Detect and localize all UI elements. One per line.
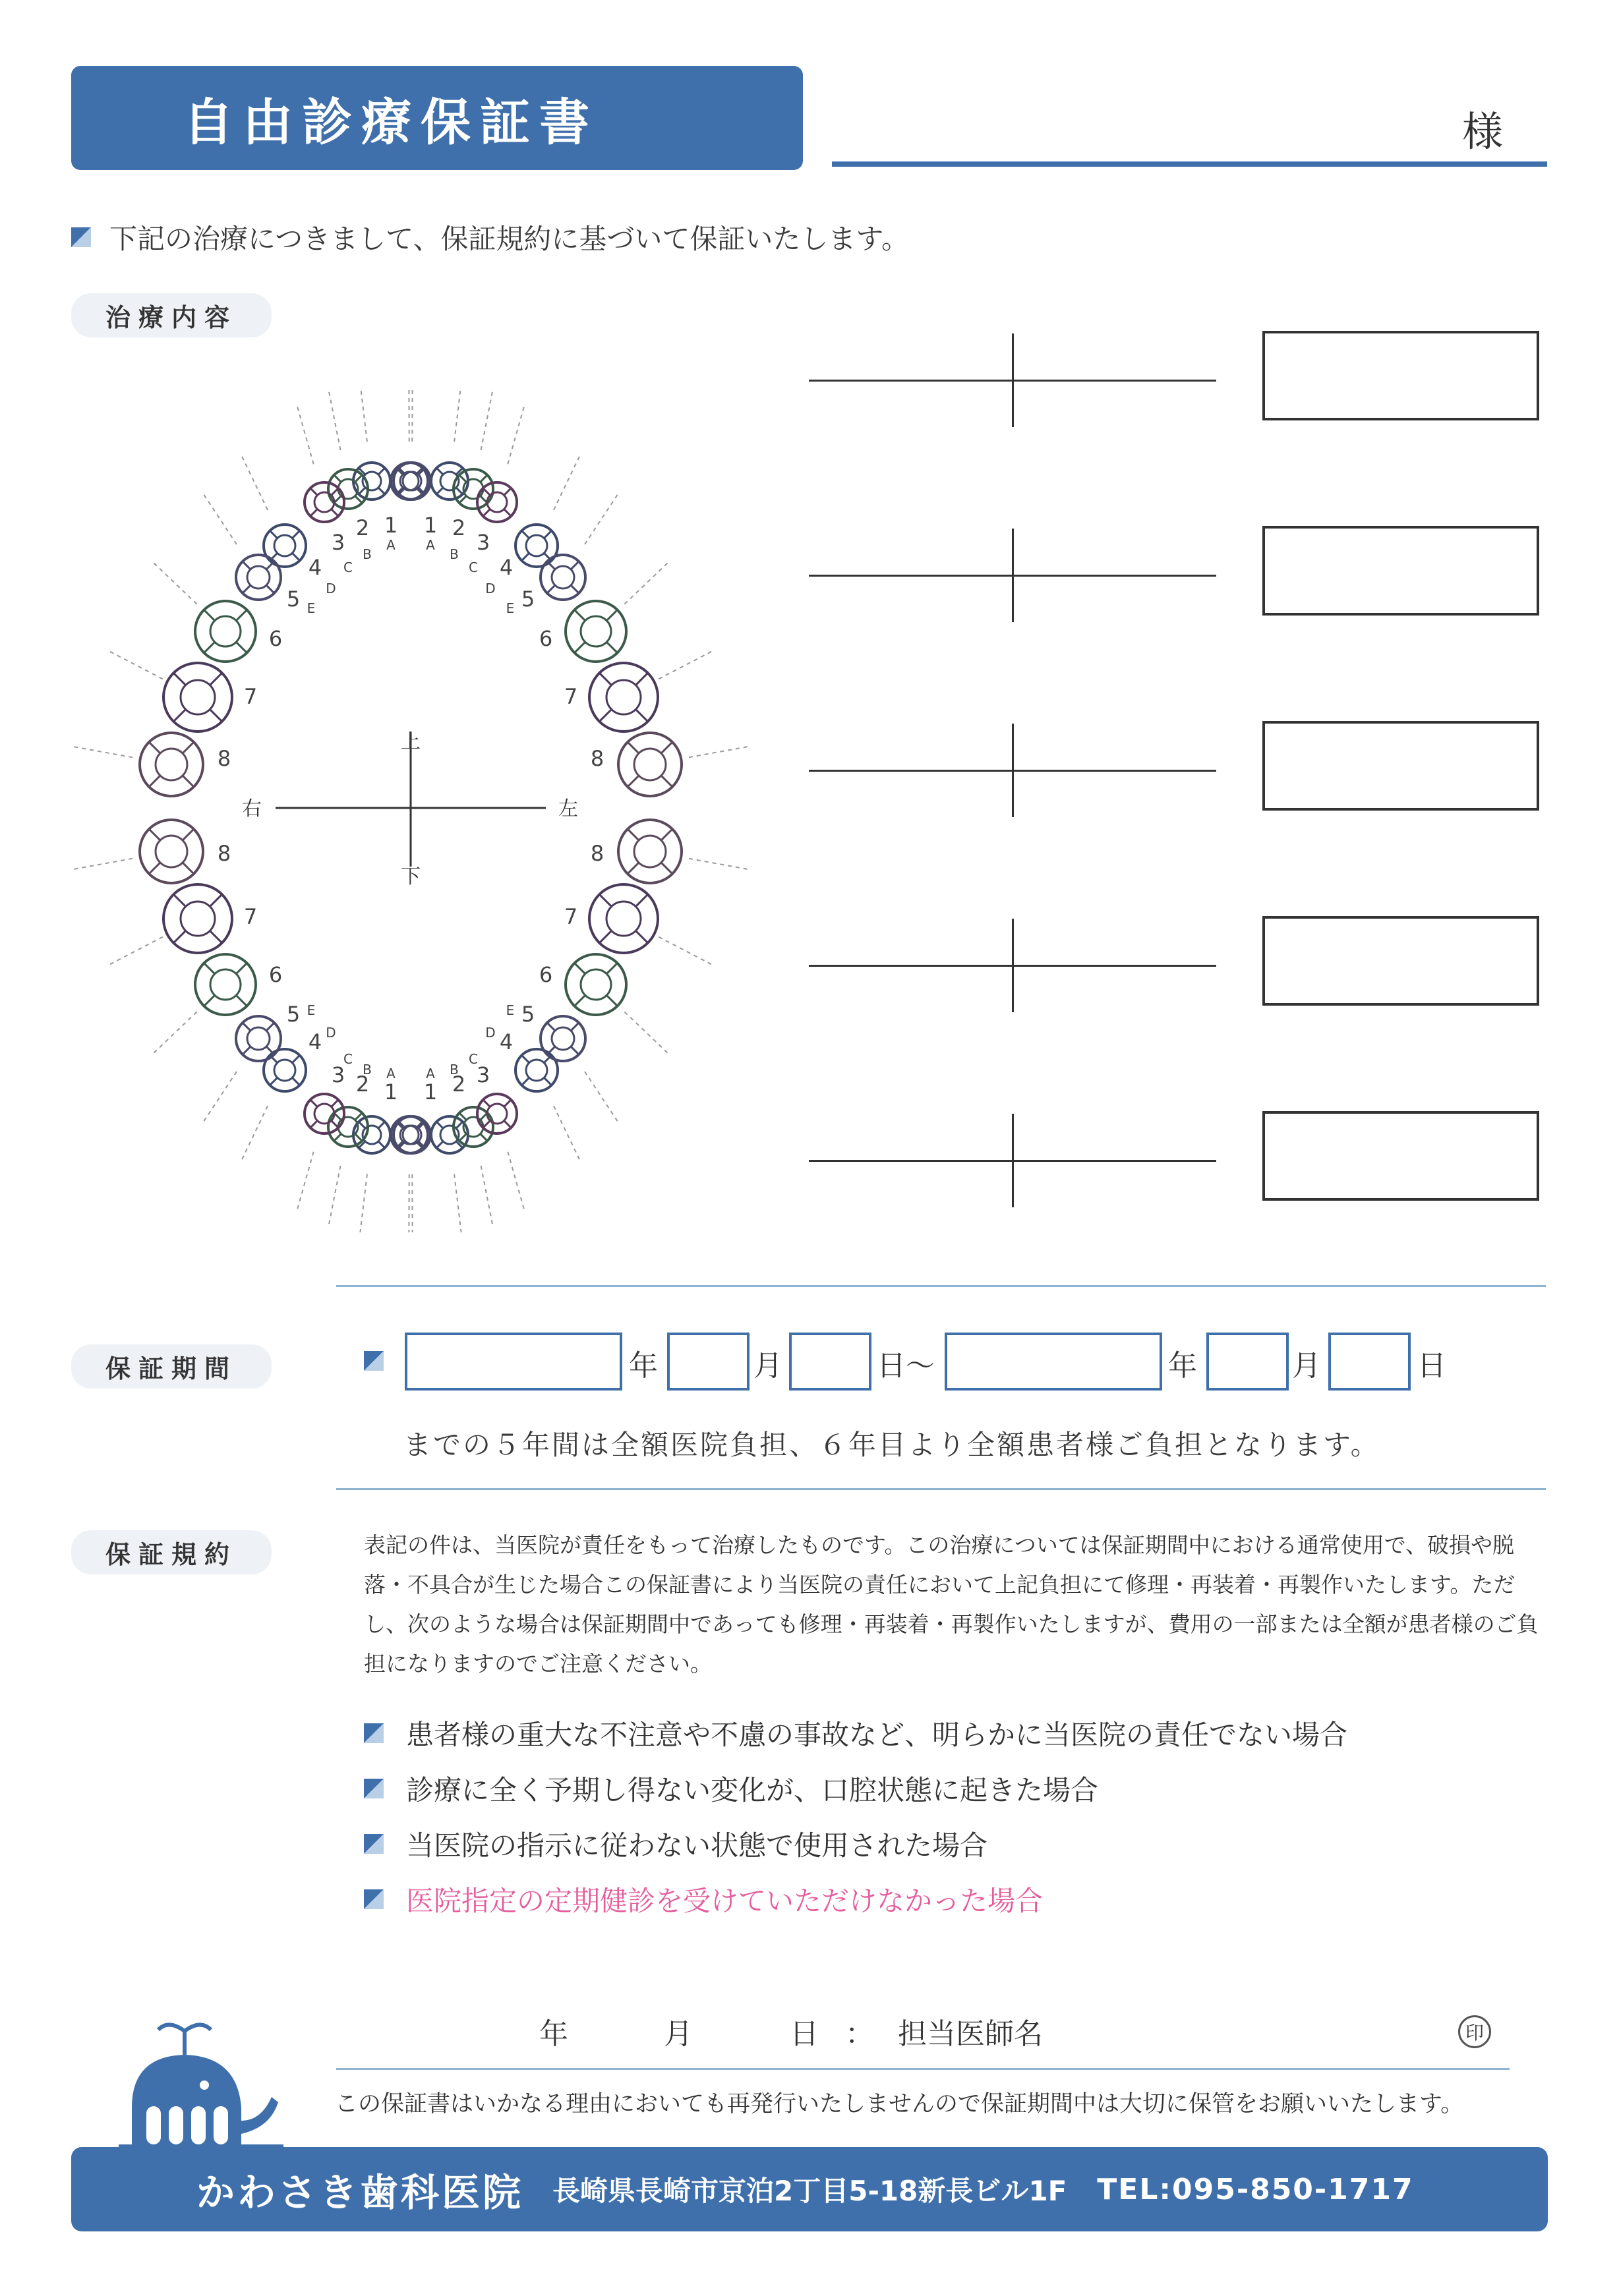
tooth-number-label: 4	[499, 555, 514, 580]
guide-ray	[297, 407, 313, 465]
guide-ray	[624, 1012, 667, 1052]
tooth-icon	[589, 884, 658, 953]
tooth-icon	[566, 601, 626, 662]
tooth-number-label: C	[469, 1051, 478, 1067]
tooth-number-label: 5	[521, 1002, 535, 1027]
tooth-number-label: 6	[539, 962, 553, 987]
tooth-icon	[477, 482, 517, 522]
guide-ray	[508, 407, 523, 465]
sign-colon: ：	[845, 2017, 874, 2051]
tooth-icon	[394, 463, 430, 500]
tooth-number-label: A	[386, 537, 396, 553]
tooth-icon	[140, 820, 203, 883]
tooth-icon	[394, 1116, 430, 1153]
tooth-number-label: 8	[590, 746, 604, 771]
bullet-icon	[364, 1723, 384, 1743]
guide-ray	[454, 1174, 461, 1232]
tooth-number-label: C	[469, 560, 478, 575]
guide-ray	[659, 937, 711, 965]
treatment-box-5[interactable]	[1262, 1111, 1539, 1201]
intro-text: 下記の治療につきまして、保証規約に基づいて保証いたします。	[109, 223, 909, 255]
tooth-number-label: 8	[590, 841, 604, 866]
tooth-icon	[515, 1049, 558, 1091]
guide-ray	[481, 392, 492, 450]
label-down: 下	[401, 865, 421, 888]
tooth-number-label: 1	[384, 513, 398, 538]
tooth-icon	[195, 601, 256, 662]
tooth-number-label: 8	[217, 841, 231, 866]
tooth-number-label: C	[343, 560, 353, 575]
label-right: 右	[242, 797, 262, 820]
start-year-box[interactable]	[405, 1333, 622, 1391]
tooth-number-label: D	[326, 581, 336, 596]
bullet-icon	[364, 1889, 384, 1909]
guide-ray	[508, 1152, 523, 1209]
tooth-number-label: 3	[331, 530, 345, 555]
document-title: 自由診療保証書	[71, 66, 803, 170]
tooth-icon	[195, 954, 256, 1015]
guide-ray	[242, 457, 268, 510]
guide-ray	[242, 1106, 268, 1159]
dental-chart	[66, 389, 758, 1232]
honorific-label: 様	[1462, 107, 1504, 156]
divider-2	[336, 1488, 1546, 1490]
guide-ray	[624, 563, 667, 604]
intro-line	[71, 217, 909, 257]
tooth-number-label: 3	[476, 530, 490, 555]
clinic-address: 長崎県長崎市京泊2丁目5-18新長ビル1F	[552, 2175, 1067, 2207]
seal-mark: 印	[1458, 2015, 1491, 2048]
tooth-icon	[566, 954, 626, 1015]
reissue-notice: この保証書はいかなる理由においても再発行いたしませんので保証期間中は大切に保管をお願いいたします。	[335, 2091, 1464, 2117]
tooth-number-label: 2	[355, 1072, 370, 1097]
tooth-icon	[140, 733, 203, 796]
end-year-label: 年	[1168, 1349, 1197, 1383]
tooth-number-label: 3	[331, 1062, 345, 1087]
tooth-number-label: 6	[268, 962, 283, 987]
tooth-icon	[353, 463, 390, 500]
whale-logo-icon	[105, 2015, 290, 2154]
rule-item-text: 当医院の指示に従わない状態で使用された場合	[406, 1829, 988, 1862]
tooth-number-label: 1	[423, 513, 438, 538]
tooth-entry-vline	[1012, 724, 1014, 817]
guide-ray	[110, 652, 163, 679]
tooth-number-label: 4	[308, 555, 322, 580]
start-month-label: 月	[753, 1349, 782, 1383]
tooth-number-label: 2	[355, 515, 370, 540]
guide-ray	[585, 1072, 618, 1121]
tooth-number-label: C	[343, 1051, 353, 1067]
sign-month-label: 月	[664, 2017, 693, 2051]
sign-year-label: 年	[539, 2017, 568, 2051]
end-day-box[interactable]	[1328, 1333, 1411, 1391]
tooth-number-label: 7	[564, 684, 578, 709]
guide-ray	[454, 389, 461, 442]
tooth-number-label: B	[363, 546, 372, 562]
tooth-icon	[541, 555, 585, 600]
guide-ray	[585, 495, 618, 544]
patient-name-line[interactable]	[832, 161, 1547, 167]
guide-ray	[689, 859, 748, 869]
tooth-icon	[515, 525, 558, 567]
rule-item-text: 医院指定の定期健診を受けていただけなかった場合	[406, 1885, 1044, 1917]
divider-1	[336, 1285, 1546, 1287]
tooth-number-label: E	[506, 600, 515, 616]
bullet-icon	[364, 1351, 384, 1371]
tooth-number-label: 4	[499, 1029, 514, 1054]
tooth-icon	[236, 1016, 281, 1061]
tooth-number-label: 2	[452, 515, 466, 540]
tooth-icon	[391, 1116, 428, 1153]
end-month-box[interactable]	[1206, 1333, 1289, 1391]
guide-ray	[554, 457, 579, 510]
tooth-entry-vline	[1012, 529, 1014, 622]
treatment-box-4[interactable]	[1262, 916, 1539, 1006]
tooth-number-label: 5	[286, 1002, 301, 1027]
tooth-icon	[305, 1094, 344, 1134]
rule-item	[364, 1824, 987, 1864]
tooth-icon	[589, 663, 658, 732]
label-left: 左	[558, 797, 578, 820]
rules-paragraph: 表記の件は、当医院が責任をもって治療したものです。この治療については保証期間中における通常使用で、破損や脱落・不具合が生じた場合この保証書により当医院の責任において上記負担にて修理・再装着・再製作いたします。ただし、次のような場合は保証期間中であっても修理・再装着・再製作いたしますが、費用の一部または全額が患者様のご負担になりますのでご注意ください。	[364, 1532, 1539, 1677]
end-month-label: 月	[1292, 1349, 1321, 1383]
tooth-entry-vline	[1012, 1114, 1014, 1207]
end-day-label: 日	[1417, 1349, 1446, 1383]
guide-ray	[329, 1166, 340, 1224]
rule-item	[364, 1713, 1347, 1753]
tooth-icon	[353, 1116, 390, 1153]
tooth-icon	[264, 1049, 306, 1091]
tooth-icon	[618, 820, 682, 883]
bullet-icon	[71, 227, 91, 247]
start-day-label: 日〜	[877, 1349, 935, 1383]
tooth-number-label: 7	[243, 684, 258, 709]
label-up: 上	[401, 730, 421, 753]
bullet-icon	[364, 1834, 384, 1854]
tooth-number-label: 6	[539, 626, 553, 651]
treatment-heading: 治療内容	[71, 293, 272, 337]
clinic-footer	[71, 2147, 1548, 2231]
tooth-icon	[264, 525, 306, 567]
signature-line[interactable]	[336, 2068, 1510, 2070]
rule-item	[364, 1769, 1098, 1808]
start-year-label: 年	[629, 1349, 658, 1383]
tooth-number-label: D	[485, 1025, 496, 1041]
guide-ray	[360, 1174, 367, 1232]
guide-ray	[204, 1072, 237, 1121]
tooth-entry-vline	[1012, 919, 1014, 1012]
guide-ray	[154, 1012, 196, 1052]
tooth-number-label: A	[426, 1066, 435, 1081]
tooth-icon	[236, 555, 281, 600]
tooth-number-label: 1	[384, 1079, 398, 1105]
tooth-number-label: 7	[564, 904, 578, 929]
treatment-box-3[interactable]	[1262, 721, 1539, 811]
start-month-box[interactable]	[667, 1333, 750, 1391]
bullet-icon	[364, 1779, 384, 1798]
tooth-number-label: 3	[476, 1062, 490, 1087]
tooth-number-label: 6	[268, 626, 283, 651]
tooth-number-label: 5	[521, 587, 535, 612]
guide-ray	[297, 1152, 313, 1209]
tooth-icon	[541, 1016, 585, 1061]
rule-item-highlight	[364, 1880, 1043, 1919]
tooth-number-label: D	[326, 1025, 336, 1041]
tooth-number-label: B	[363, 1062, 372, 1077]
start-day-box[interactable]	[789, 1333, 871, 1391]
guide-ray	[74, 747, 132, 757]
tooth-number-label: 5	[286, 587, 301, 612]
tooth-icon	[618, 733, 682, 796]
tooth-number-label: 2	[452, 1072, 466, 1097]
guide-ray	[110, 937, 163, 965]
guide-ray	[481, 1166, 492, 1224]
end-year-box[interactable]	[945, 1333, 1162, 1391]
guide-ray	[659, 652, 711, 679]
tooth-number-label: E	[307, 1002, 316, 1018]
treatment-box-2[interactable]	[1262, 526, 1539, 616]
guide-ray	[360, 389, 367, 442]
tooth-icon	[163, 884, 232, 953]
tooth-icon	[431, 1116, 468, 1153]
guide-ray	[689, 747, 748, 757]
tooth-icon	[305, 482, 344, 522]
guide-ray	[204, 495, 237, 544]
tooth-number-label: 4	[308, 1029, 322, 1054]
clinic-phone: TEL:095-850-1717	[1097, 2172, 1414, 2206]
tooth-number-label: 8	[217, 746, 231, 771]
rules-heading: 保証規約	[71, 1530, 272, 1574]
treatment-box-1[interactable]	[1262, 331, 1539, 420]
tooth-icon	[477, 1094, 517, 1134]
rule-item-text: 患者様の重大な不注意や不慮の事故など、明らかに当医院の責任でない場合	[406, 1719, 1348, 1751]
tooth-number-label: 7	[243, 904, 258, 929]
sign-day-label: 日	[790, 2017, 819, 2051]
guide-ray	[154, 563, 196, 604]
guide-ray	[554, 1106, 579, 1159]
guide-ray	[74, 859, 132, 869]
tooth-number-label: D	[485, 581, 496, 596]
tooth-number-label: E	[506, 1002, 515, 1018]
tooth-number-label: A	[426, 537, 435, 553]
tooth-number-label: A	[386, 1066, 396, 1081]
tooth-number-label: B	[450, 546, 459, 562]
tooth-entry-vline	[1012, 333, 1014, 427]
tooth-icon	[431, 463, 468, 500]
tooth-number-label: E	[307, 600, 316, 616]
doctor-name-label: 担当医師名	[898, 2017, 1043, 2051]
tooth-icon	[163, 663, 232, 732]
tooth-number-label: 1	[423, 1079, 438, 1105]
period-note: までの５年間は全額医院負担、６年目より全額患者様ご負担となります。	[403, 1429, 1380, 1461]
tooth-icon	[391, 463, 428, 500]
rule-item-text: 診療に全く予期し得ない変化が、口腔状態に起きた場合	[406, 1774, 1099, 1806]
guide-ray	[329, 392, 340, 450]
tooth-number-label: B	[450, 1062, 459, 1077]
period-heading: 保証期間	[71, 1344, 272, 1389]
clinic-name: かわさき歯科医院	[196, 2170, 524, 2215]
